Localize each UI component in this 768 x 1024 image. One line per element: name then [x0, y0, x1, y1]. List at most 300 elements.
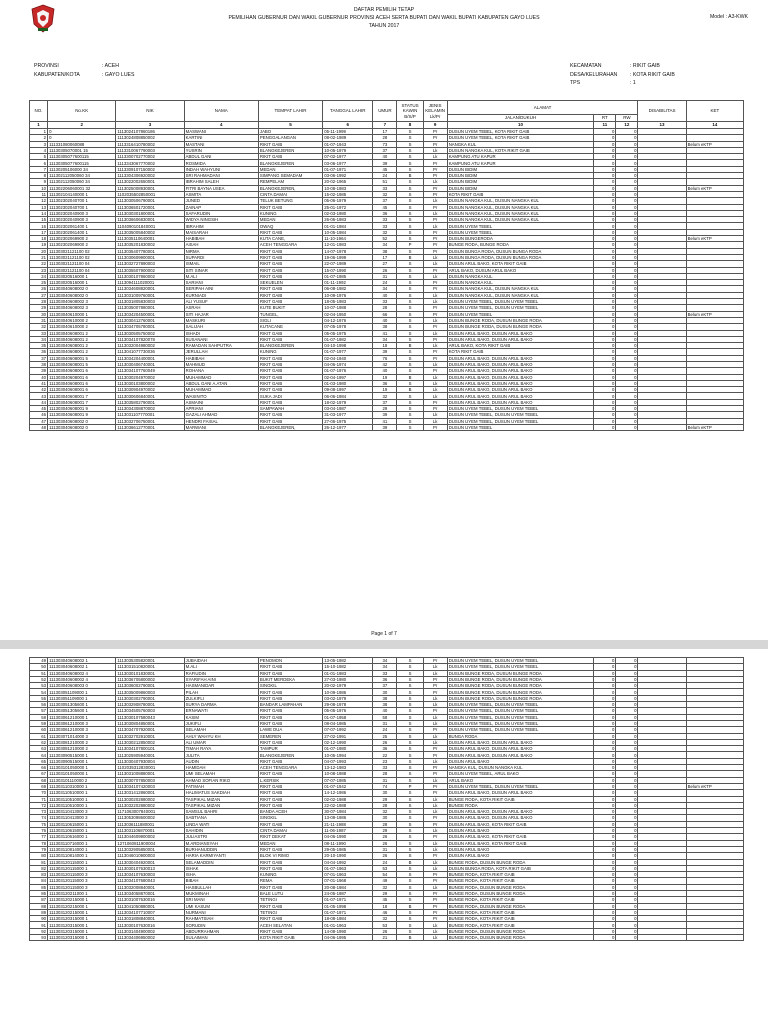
row-tempat-lahir: ACEH TENGGARA: [258, 765, 322, 771]
row-alamat: BUNGE RODA, KOTA RIKIT GAIB: [447, 909, 594, 915]
row-no: 57: [30, 708, 48, 714]
row-status-kawin: S: [397, 758, 423, 764]
row-jenis-kelamin: Pr: [423, 185, 447, 191]
column-number: 1: [30, 122, 48, 129]
row-status-kawin: S: [397, 236, 423, 242]
row-tempat-lahir: RIKIT GAIB: [258, 689, 322, 695]
row-tempat-lahir: RIKIT GAIB: [258, 330, 322, 336]
row-rw: 0: [616, 796, 638, 802]
row-tanggal-lahir: 01-07-1971: [323, 897, 373, 903]
row-tanggal-lahir: 27-06-1975: [323, 418, 373, 424]
row-nama: SAFARUDIN: [184, 210, 258, 216]
row-rt: 0: [594, 185, 616, 191]
row-umur: 52: [373, 236, 397, 242]
row-no: 5: [30, 154, 48, 160]
row-no: 58: [30, 714, 48, 720]
row-nokk: 111303021121100 02: [48, 248, 116, 254]
row-alamat: DUSUN BUNGE RODA, DUSUN BUNGE RODA: [447, 683, 594, 689]
row-rw: 0: [616, 821, 638, 827]
row-status-kawin: S: [397, 317, 423, 323]
row-umur: 18: [373, 903, 397, 909]
row-alamat: DUSUN UYEM TEBEL, ARUL BAKO: [447, 771, 594, 777]
row-rw: 0: [616, 204, 638, 210]
row-rw: 0: [616, 191, 638, 197]
row-tempat-lahir: BLANGKEJEREN: [258, 343, 322, 349]
row-tanggal-lahir: 03-06-1992: [323, 173, 373, 179]
row-rt: 0: [594, 809, 616, 815]
row-umur: 42: [373, 361, 397, 367]
row-alamat: DUSUN NANGKA KUL, DUSUN NANGKA KUL: [447, 217, 594, 223]
row-alamat: DUSUN ARUL BAKO, KOTA RIKIT GAIB: [447, 840, 594, 846]
row-alamat: DUSUN UYEM TEBEL, DUSUN UYEM TEBEL: [447, 412, 594, 418]
row-umur: 37: [373, 198, 397, 204]
row-alamat: DUSUN ARUL BAKO, KOTA RIKIT GAIB: [447, 261, 594, 267]
row-rw: 0: [616, 330, 638, 336]
row-rw: 0: [616, 897, 638, 903]
row-tanggal-lahir: 01-11-1992: [323, 280, 373, 286]
row-nokk: 111303110310000 1: [48, 783, 116, 789]
row-nik: 1113035007880001: [116, 305, 184, 311]
row-rw: 0: [616, 380, 638, 386]
row-jenis-kelamin: Lk: [423, 846, 447, 852]
row-rt: 0: [594, 878, 616, 884]
row-umur: 19: [373, 387, 397, 393]
row-alamat: DUSUN NANGKA KUL, KOTA RIKIT GAIB: [447, 147, 594, 153]
row-nik: 1113030406740001: [116, 361, 184, 367]
row-nama: MASWANI: [184, 129, 258, 135]
row-umur: 26: [373, 267, 397, 273]
row-no: 46: [30, 412, 48, 418]
table-row: [30, 299, 744, 305]
col-header-nokk: No.KK: [48, 101, 116, 122]
row-nama: UMI KASUM: [184, 903, 258, 909]
row-rw: 0: [616, 733, 638, 739]
row-umur: 19: [373, 374, 397, 380]
row-no: 43: [30, 393, 48, 399]
row-nik: 1113030707850003: [116, 777, 184, 783]
table-row: [30, 928, 744, 934]
row-tanggal-lahir: 10-05-1994: [323, 752, 373, 758]
row-tempat-lahir: RIKIT GAIB: [258, 336, 322, 342]
row-status-kawin: S: [397, 809, 423, 815]
row-no: 47: [30, 418, 48, 424]
row-status-kawin: S: [397, 777, 423, 783]
row-umur: 28: [373, 802, 397, 808]
row-tempat-lahir: RIKIT GAIB: [258, 399, 322, 405]
row-no: 23: [30, 267, 48, 273]
row-nokk: 111303090515000 1: [48, 752, 116, 758]
row-tempat-lahir: TUNGEL,: [258, 311, 322, 317]
row-alamat: DUSUN ARUL BAKO, DUSUN ARUL BAKO: [447, 399, 594, 405]
row-jenis-kelamin: Lk: [423, 809, 447, 815]
row-no: 20: [30, 248, 48, 254]
row-rw: 0: [616, 424, 638, 430]
row-alamat: DUSUN ARUL BAKO, DUSUN ARUL BAKO: [447, 380, 594, 386]
row-nama: SULAIMAN: [184, 935, 258, 941]
table-row: [30, 198, 744, 204]
row-nik: 1113035407780001: [116, 248, 184, 254]
row-alamat: BUNGE RODA, DUSUN BUNGE RODA: [447, 890, 594, 896]
row-umur: 32: [373, 393, 397, 399]
row-jenis-kelamin: Lk: [423, 418, 447, 424]
col-header-no: NO.: [30, 101, 48, 122]
row-nik: 1113036002790001: [116, 683, 184, 689]
row-rt: 0: [594, 658, 616, 664]
row-no: 13: [30, 204, 48, 210]
row-nokk: 111302112050060 34: [48, 179, 116, 185]
row-status-kawin: S: [397, 311, 423, 317]
row-nama: ASRAH: [184, 305, 258, 311]
row-rw: 0: [616, 229, 638, 235]
table-row: [30, 765, 744, 771]
row-rw: 0: [616, 349, 638, 355]
row-umur: 21: [373, 935, 397, 941]
row-jenis-kelamin: Pr: [423, 242, 447, 248]
row-rw: 0: [616, 173, 638, 179]
row-tanggal-lahir: 02-04-1950: [323, 311, 373, 317]
row-tempat-lahir: RIKIT GAIB: [258, 695, 322, 701]
row-jenis-kelamin: Pr: [423, 834, 447, 840]
row-nama: JULIASTRI: [184, 834, 258, 840]
row-nokk: 111303040608001 2: [48, 343, 116, 349]
row-nik: 1113031107770001: [116, 412, 184, 418]
table-row: [30, 714, 744, 720]
row-jenis-kelamin: Lk: [423, 796, 447, 802]
row-status-kawin: S: [397, 695, 423, 701]
row-jenis-kelamin: Pr: [423, 903, 447, 909]
row-umur: 40: [373, 708, 397, 714]
row-alamat: DUSUN NANGKA KUL, DUSUN NANGKA KUL: [447, 204, 594, 210]
column-number: 6: [323, 122, 373, 129]
row-rw: 0: [616, 280, 638, 286]
table-row: [30, 777, 744, 783]
row-status-kawin: S: [397, 872, 423, 878]
row-umur: 26: [373, 840, 397, 846]
col-header-nik: NIK: [116, 101, 184, 122]
row-nokk: 111303110510000 1: [48, 790, 116, 796]
table-row: [30, 242, 744, 248]
row-nik: 1113032727890003: [116, 261, 184, 267]
row-tanggal-lahir: 01-07-1942: [323, 783, 373, 789]
row-nokk: 111303110616000 1: [48, 834, 116, 840]
row-rt: 0: [594, 897, 616, 903]
row-tanggal-lahir: 01-05-1998: [323, 903, 373, 909]
row-tanggal-lahir: 18-02-1979: [323, 399, 373, 405]
row-nama: HABIBAH: [184, 355, 258, 361]
row-jenis-kelamin: Pr: [423, 280, 447, 286]
row-nokk: 111303020516000 1: [48, 280, 116, 286]
row-umur: 28: [373, 305, 397, 311]
row-tanggal-lahir: 08-04-1985: [323, 720, 373, 726]
row-tempat-lahir: RIKIT GAIB: [258, 368, 322, 374]
row-rt: 0: [594, 261, 616, 267]
row-tanggal-lahir: 25-01-1972: [323, 204, 373, 210]
row-umur: 46: [373, 909, 397, 915]
row-no: 71: [30, 796, 48, 802]
row-alamat: DUSUN ARUL BAKO, DUSUN ARUL BAKO: [447, 809, 594, 815]
row-tanggal-lahir: 05-06-1979: [323, 198, 373, 204]
row-alamat: BUNGE RODA, KOTA RIKIT GAIB: [447, 922, 594, 928]
row-nama: WASINITO: [184, 393, 258, 399]
row-nama: SORUDIN: [184, 922, 258, 928]
table-row: [30, 727, 744, 733]
row-nokk: 111303110814000 1: [48, 853, 116, 859]
row-umur: 34: [373, 286, 397, 292]
row-no: 12: [30, 198, 48, 204]
row-jenis-kelamin: Pr: [423, 173, 447, 179]
row-umur: 40: [373, 292, 397, 298]
row-status-kawin: S: [397, 204, 423, 210]
row-rw: 0: [616, 739, 638, 745]
row-rw: 0: [616, 903, 638, 909]
row-nik: 1113300702770002: [116, 154, 184, 160]
table-row: [30, 752, 744, 758]
row-rw: 0: [616, 746, 638, 752]
voter-rows-page-1: [30, 129, 744, 431]
info-row-kabupaten: [34, 71, 134, 80]
row-tanggal-lahir: 26-06-1983: [323, 217, 373, 223]
row-nama: KASIM: [184, 714, 258, 720]
table-row: [30, 689, 744, 695]
row-nama: ISHA: [184, 872, 258, 878]
row-jenis-kelamin: Pr: [423, 676, 447, 682]
table-row: [30, 217, 744, 223]
row-rt: 0: [594, 330, 616, 336]
column-number: 11: [594, 122, 616, 129]
row-status-kawin: S: [397, 261, 423, 267]
row-alamat: DUSUN NANGKA KUL, DUSUN NANGKA KUL: [447, 286, 594, 292]
info-label: PROVINSI: [34, 63, 59, 69]
row-nama: SRI RAHMADANI: [184, 173, 258, 179]
row-rt: 0: [594, 210, 616, 216]
row-no: 2: [30, 135, 48, 141]
row-tanggal-lahir: 22-02-1988: [323, 802, 373, 808]
row-status-kawin: S: [397, 702, 423, 708]
row-nokk: 111303120215000 1: [48, 903, 116, 909]
row-nama: SERIPAH AINI: [184, 286, 258, 292]
col-header-jk-line1: JENIS: [428, 103, 442, 109]
row-status-kawin: S: [397, 198, 423, 204]
row-rt: 0: [594, 853, 616, 859]
row-rw: 0: [616, 865, 638, 871]
row-no: 84: [30, 878, 48, 884]
row-umur: 30: [373, 689, 397, 695]
row-jenis-kelamin: Pr: [423, 355, 447, 361]
row-rw: 0: [616, 179, 638, 185]
row-rt: 0: [594, 242, 616, 248]
row-no: 63: [30, 746, 48, 752]
row-nokk: 11130305070001 15: [48, 147, 116, 153]
row-nama: SURYA DARMA: [184, 702, 258, 708]
row-status-kawin: S: [397, 658, 423, 664]
row-rt: 0: [594, 406, 616, 412]
row-no: 42: [30, 387, 48, 393]
info-right: [570, 62, 675, 88]
row-rt: 0: [594, 689, 616, 695]
row-tanggal-lahir: 04-12-1976: [323, 317, 373, 323]
column-number: 9: [423, 122, 447, 129]
row-alamat: DUSUN BUNGE RODA, DUSUN BUNGE RODA: [447, 689, 594, 695]
row-rt: 0: [594, 204, 616, 210]
row-status-kawin: S: [397, 349, 423, 355]
row-umur: 39: [373, 412, 397, 418]
row-jenis-kelamin: Lk: [423, 777, 447, 783]
row-nama: SABTIANA: [184, 815, 258, 821]
row-nik: 1104090101840001: [116, 223, 184, 229]
row-status-kawin: S: [397, 393, 423, 399]
row-status-kawin: S: [397, 160, 423, 166]
row-alamat: DUSUN ARUL BAKO, DUSUN ARUL BAKO: [447, 746, 594, 752]
row-tanggal-lahir: 07-05-1978: [323, 324, 373, 330]
row-nama: FATIMAH: [184, 783, 258, 789]
row-nik: 1113053098600002: [116, 815, 184, 821]
row-umur: 53: [373, 922, 397, 928]
row-nik: 1113046010900003: [116, 853, 184, 859]
row-nokk: 111303040608002 4: [48, 676, 116, 682]
row-jenis-kelamin: Pr: [423, 658, 447, 664]
table-row: [30, 223, 744, 229]
row-jenis-kelamin: Lk: [423, 758, 447, 764]
row-status-kawin: S: [397, 752, 423, 758]
table-row: [30, 897, 744, 903]
row-nokk: 11130305077600115: [48, 160, 116, 166]
table-row: [30, 658, 744, 664]
row-no: 10: [30, 185, 48, 191]
row-nokk: 111303040608002 0: [48, 418, 116, 424]
row-no: 59: [30, 720, 48, 726]
row-jenis-kelamin: Pr: [423, 689, 447, 695]
row-jenis-kelamin: Lk: [423, 299, 447, 305]
row-status-kawin: S: [397, 154, 423, 160]
row-rw: 0: [616, 884, 638, 890]
row-nokk: 111303040608001 2: [48, 330, 116, 336]
row-nik: 1113035507900002: [116, 267, 184, 273]
row-nokk: 111303120115000 3: [48, 878, 116, 884]
row-status-kawin: S: [397, 815, 423, 821]
row-rt: 0: [594, 311, 616, 317]
row-umur: 34: [373, 242, 397, 248]
row-umur: 24: [373, 727, 397, 733]
row-rw: 0: [616, 840, 638, 846]
row-nik: 1113309107150002: [116, 166, 184, 172]
row-status-kawin: S: [397, 412, 423, 418]
row-status-kawin: P: [397, 783, 423, 789]
row-tanggal-lahir: 03-02-1979: [323, 695, 373, 701]
row-rt: 0: [594, 840, 616, 846]
row-nama: ROSMIDA: [184, 160, 258, 166]
row-tempat-lahir: RIKIT GAIB: [258, 412, 322, 418]
row-nik: 1113030107860002: [116, 273, 184, 279]
row-tempat-lahir: RIKIT GAIB: [258, 273, 322, 279]
row-jenis-kelamin: Lk: [423, 387, 447, 393]
row-status-kawin: S: [397, 865, 423, 871]
row-status-kawin: S: [397, 305, 423, 311]
row-rw: 0: [616, 305, 638, 311]
row-alamat: DUSUN NANGKA KUL, DUSUN NANGKA KUL: [447, 198, 594, 204]
row-alamat: DUSUN ARUL BAKO, DUSUN ARUL BAKO: [447, 815, 594, 821]
row-umur: 58: [373, 714, 397, 720]
row-no: 7: [30, 166, 48, 172]
row-rt: 0: [594, 670, 616, 676]
table-row: [30, 374, 744, 380]
row-nama: HABIBAH: [184, 236, 258, 242]
row-no: 56: [30, 702, 48, 708]
row-status-kawin: S: [397, 292, 423, 298]
row-no: 62: [30, 739, 48, 745]
row-rt: 0: [594, 154, 616, 160]
row-nokk: 111303040608001 6: [48, 380, 116, 386]
row-alamat: DUSUN UYEM TEBEL, DUSUN UYEM TEBEL: [447, 664, 594, 670]
row-tanggal-lahir: 01-01-1984: [323, 223, 373, 229]
row-umur: 33: [373, 223, 397, 229]
row-alamat: DUSUN UYEM TEBEL: [447, 223, 594, 229]
table-row: [30, 179, 744, 185]
row-rt: 0: [594, 173, 616, 179]
col-header-ket: KET: [686, 101, 743, 122]
row-nama: MASTANI: [184, 141, 258, 147]
row-rw: 0: [616, 418, 638, 424]
row-nik: 1113032008840001: [116, 884, 184, 890]
row-alamat: DUSUN ARUL BAKO, DUSUN ARUL BAKO: [447, 374, 594, 380]
row-nik: 1113034204400001: [116, 355, 184, 361]
row-status-kawin: S: [397, 286, 423, 292]
row-rw: 0: [616, 399, 638, 405]
row-nokk: 111303040608002 1: [48, 664, 116, 670]
row-nik: 1113036111880001: [116, 821, 184, 827]
row-nokk: 111303040608001 2: [48, 336, 116, 342]
row-rw: 0: [616, 752, 638, 758]
table-row: [30, 834, 744, 840]
row-status-kawin: S: [397, 727, 423, 733]
row-nik: 1113032905850001: [116, 846, 184, 852]
row-nik: 1113030904970002: [116, 387, 184, 393]
row-umur: 33: [373, 299, 397, 305]
row-nokk: 111303101050000 1: [48, 771, 116, 777]
row-umur: 40: [373, 154, 397, 160]
row-nokk: 111303081210000 2: [48, 739, 116, 745]
table-row: [30, 380, 744, 386]
row-rt: 0: [594, 872, 616, 878]
voter-table-page-1: [29, 100, 744, 431]
row-status-kawin: S: [397, 897, 423, 903]
row-nik: 1113031808840001: [116, 916, 184, 922]
row-nokk: 111303120315000 1: [48, 922, 116, 928]
row-nokk: 111303040608001 6: [48, 368, 116, 374]
row-rt: 0: [594, 765, 616, 771]
col-header-status-line1: STATUS: [401, 103, 419, 109]
row-rt: 0: [594, 147, 616, 153]
row-nik: 1113035201830002: [116, 242, 184, 248]
table-row: [30, 790, 744, 796]
row-no: 1: [30, 129, 48, 135]
row-no: 32: [30, 324, 48, 330]
row-alamat: BUNGE RODA, KOTA RIKIT GAIB: [447, 796, 594, 802]
table-row: [30, 720, 744, 726]
row-tanggal-lahir: 01-07-1963: [323, 865, 373, 871]
row-nik: 1113094111020001: [116, 280, 184, 286]
row-alamat: DUSUN UYEM TEBEL: [447, 229, 594, 235]
row-tanggal-lahir: 08-02-1989: [323, 135, 373, 141]
voter-rows-page-2: [30, 658, 744, 941]
col-header-jalan: JALAN/DUKUH: [447, 115, 594, 122]
row-jenis-kelamin: Lk: [423, 147, 447, 153]
row-status-kawin: S: [397, 928, 423, 934]
row-nama: M.ALI: [184, 664, 258, 670]
row-rw: 0: [616, 412, 638, 418]
row-nik: 1113036501720001: [116, 204, 184, 210]
info-row-kecamatan: [570, 62, 675, 71]
row-nama: AHLY WAHYU KH: [184, 733, 258, 739]
